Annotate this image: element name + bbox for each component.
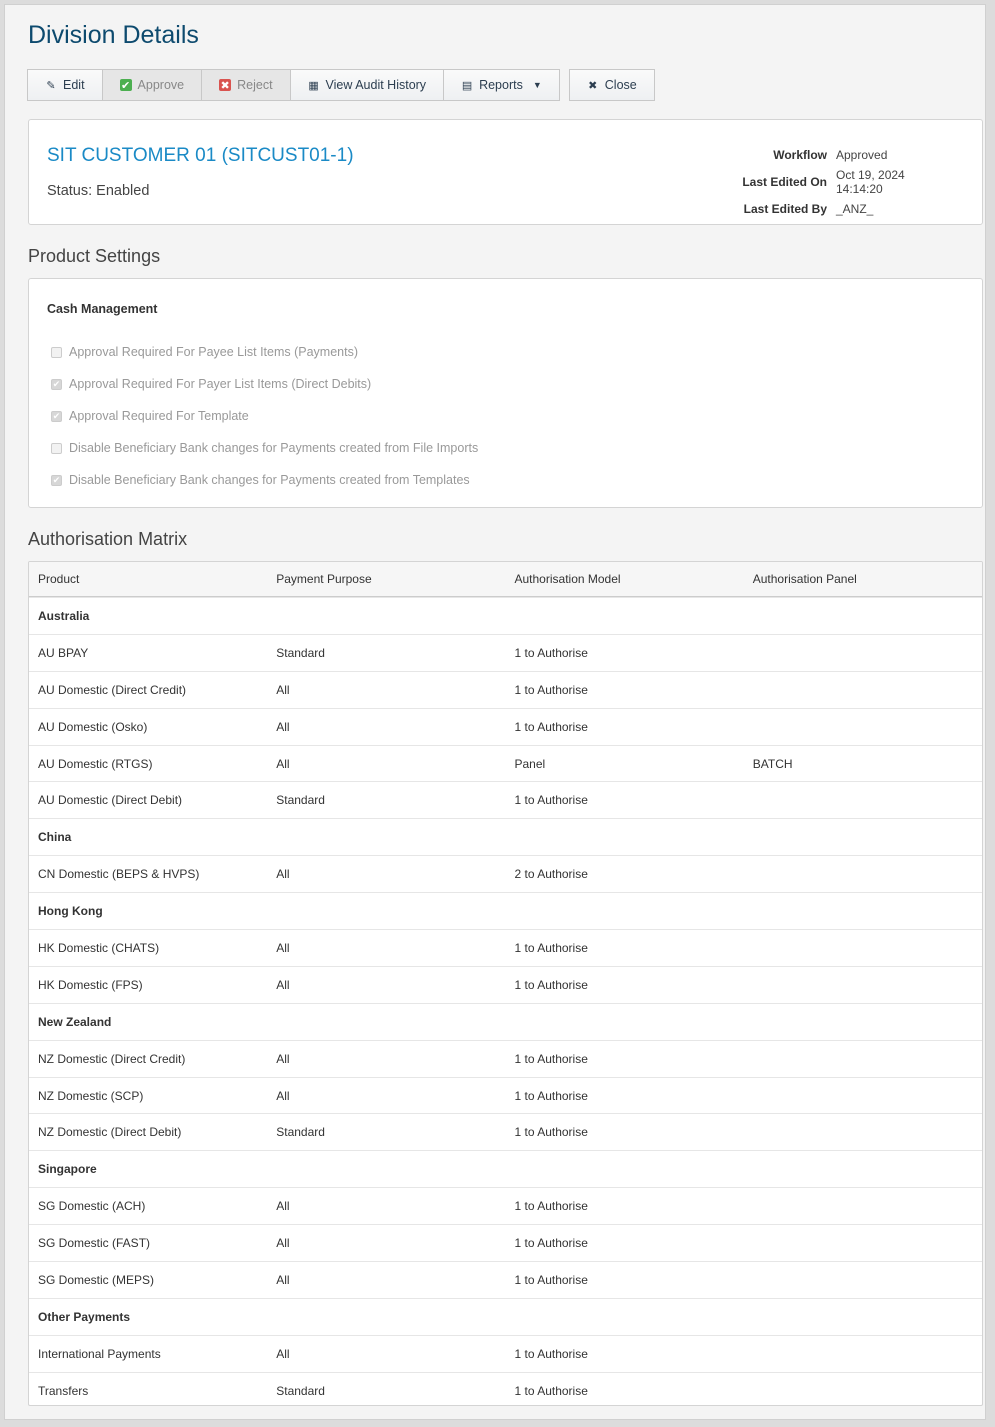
reject-button[interactable] bbox=[201, 69, 290, 101]
approve-button[interactable] bbox=[102, 69, 203, 101]
table-cell: All bbox=[276, 1272, 290, 1287]
column-header: Authorisation Model bbox=[514, 572, 621, 586]
table-cell: Standard bbox=[276, 1383, 325, 1398]
meta-value: Approved bbox=[836, 147, 888, 162]
table-cell: All bbox=[276, 1236, 290, 1251]
table-cell: 1 to Authorise bbox=[514, 977, 588, 992]
approve-label: Approve bbox=[137, 78, 185, 92]
customer-status: Status: Enabled bbox=[47, 183, 150, 199]
caret-down-icon: ▼ bbox=[532, 80, 542, 90]
table-cell: Transfers bbox=[38, 1383, 89, 1398]
table-cell: International Payments bbox=[38, 1346, 161, 1361]
page bbox=[4, 4, 986, 1420]
column-header: Authorisation Panel bbox=[752, 572, 857, 586]
table-cell: NZ Domestic (Direct Credit) bbox=[38, 1051, 186, 1066]
x-box-icon: ✖ bbox=[220, 79, 230, 92]
customer-meta bbox=[717, 141, 948, 222]
table-cell: All bbox=[276, 977, 290, 992]
table-cell: Panel bbox=[514, 756, 546, 771]
table-cell: All bbox=[276, 1088, 290, 1103]
table-cell: 1 to Authorise bbox=[514, 1272, 588, 1287]
table-cell: AU Domestic (Direct Debit) bbox=[38, 793, 183, 808]
group-label: Singapore bbox=[38, 1162, 97, 1177]
table-cell: Standard bbox=[276, 1125, 325, 1140]
table-row bbox=[29, 1040, 982, 1077]
checkbox-icon[interactable] bbox=[51, 347, 62, 358]
group-label: Australia bbox=[38, 608, 90, 623]
option-label: Approval Required For Payee List Items (Payments) bbox=[69, 345, 359, 359]
close-label: Close bbox=[604, 78, 637, 92]
meta-label: Last Edited By bbox=[743, 201, 827, 216]
edit-label: Edit bbox=[63, 78, 85, 92]
table-row bbox=[29, 1261, 982, 1298]
table-row bbox=[29, 966, 982, 1003]
table-cell: NZ Domestic (Direct Debit) bbox=[38, 1125, 182, 1140]
table-cell: BATCH bbox=[752, 756, 793, 771]
check-icon: ✔ bbox=[120, 79, 131, 92]
table-cell: SG Domestic (MEPS) bbox=[38, 1272, 155, 1287]
table-row bbox=[29, 1077, 982, 1114]
checkbox-icon[interactable] bbox=[51, 443, 62, 454]
group-row bbox=[29, 818, 982, 855]
table-header bbox=[29, 562, 982, 597]
close-button[interactable] bbox=[569, 69, 655, 101]
table-cell: 2 to Authorise bbox=[514, 867, 588, 882]
table-cell: HK Domestic (FPS) bbox=[38, 977, 143, 992]
table-cell: 1 to Authorise bbox=[514, 645, 588, 660]
table-cell: All bbox=[276, 867, 290, 882]
meta-value: _ANZ_ bbox=[836, 201, 874, 216]
meta-value: Oct 19, 2024 14:14:20 bbox=[836, 167, 905, 196]
table-cell: SG Domestic (FAST) bbox=[38, 1236, 151, 1251]
customer-name: SIT CUSTOMER 01 (SITCUST01-1) bbox=[47, 145, 354, 166]
page-title: Division Details bbox=[28, 21, 199, 49]
table-cell: All bbox=[276, 1051, 290, 1066]
reports-label: Reports bbox=[479, 78, 523, 92]
table-cell: Standard bbox=[276, 793, 325, 808]
table-row bbox=[29, 1372, 982, 1406]
table-cell: 1 to Authorise bbox=[514, 1346, 588, 1361]
calendar-icon: ▦ bbox=[308, 79, 319, 92]
option-label: Disable Beneficiary Bank changes for Payments created from File Imports bbox=[69, 441, 479, 455]
checkbox-icon[interactable]: ✔ bbox=[52, 410, 61, 421]
group-row bbox=[29, 1298, 982, 1335]
table-row bbox=[29, 1113, 982, 1150]
table-cell: 1 to Authorise bbox=[514, 793, 588, 808]
table-row bbox=[29, 855, 982, 892]
table-cell: 1 to Authorise bbox=[514, 940, 588, 955]
option-checkbox[interactable] bbox=[51, 441, 478, 455]
column-header: Product bbox=[38, 572, 80, 586]
audit-label: View Audit History bbox=[325, 78, 427, 92]
checkbox-icon[interactable]: ✔ bbox=[52, 474, 61, 485]
group-row bbox=[29, 892, 982, 929]
table-cell: All bbox=[276, 1346, 290, 1361]
group-label: China bbox=[38, 830, 72, 845]
edit-icon: ✎ bbox=[46, 79, 56, 92]
table-cell: All bbox=[276, 940, 290, 955]
group-row bbox=[29, 597, 982, 634]
option-label: Approval Required For Template bbox=[69, 409, 249, 423]
reject-label: Reject bbox=[237, 78, 273, 92]
table-cell: 1 to Authorise bbox=[514, 719, 588, 734]
close-icon: ✖ bbox=[588, 79, 598, 92]
table-cell: NZ Domestic (SCP) bbox=[38, 1088, 144, 1103]
table-row bbox=[29, 1335, 982, 1372]
table-cell: 1 to Authorise bbox=[514, 1236, 588, 1251]
table-cell: All bbox=[276, 682, 290, 697]
table-cell: 1 to Authorise bbox=[514, 1199, 588, 1214]
customer-card bbox=[28, 119, 983, 225]
table-cell: AU Domestic (RTGS) bbox=[38, 756, 153, 771]
option-checkbox[interactable] bbox=[51, 473, 470, 487]
option-checkbox[interactable] bbox=[51, 409, 249, 423]
section-title: Cash Management bbox=[47, 302, 158, 316]
table-cell: 1 to Authorise bbox=[514, 1383, 588, 1398]
table-row bbox=[29, 1224, 982, 1261]
table-cell: AU Domestic (Direct Credit) bbox=[38, 682, 187, 697]
option-label: Approval Required For Payer List Items (Direct Debits) bbox=[69, 377, 372, 391]
table-row bbox=[29, 1187, 982, 1224]
table-cell: 1 to Authorise bbox=[514, 1125, 588, 1140]
table-cell: HK Domestic (CHATS) bbox=[38, 940, 160, 955]
checkbox-icon[interactable]: ✔ bbox=[52, 378, 61, 389]
reports-button[interactable] bbox=[443, 69, 560, 101]
table-cell: All bbox=[276, 756, 290, 771]
product-settings-heading: Product Settings bbox=[28, 246, 161, 266]
group-label: Hong Kong bbox=[38, 904, 103, 919]
column-header: Payment Purpose bbox=[276, 572, 372, 586]
table-cell: 1 to Authorise bbox=[514, 1088, 588, 1103]
group-label: New Zealand bbox=[38, 1014, 112, 1029]
authorisation-matrix-table bbox=[28, 561, 983, 1406]
table-cell: All bbox=[276, 1199, 290, 1214]
table-row bbox=[29, 708, 982, 745]
document-icon: ▤ bbox=[461, 79, 473, 92]
table-row bbox=[29, 929, 982, 966]
group-row bbox=[29, 1003, 982, 1040]
table-row bbox=[29, 745, 982, 782]
toolbar bbox=[28, 69, 655, 101]
meta-label: Last Edited On bbox=[742, 174, 827, 189]
option-label: Disable Beneficiary Bank changes for Payments created from Templates bbox=[69, 473, 470, 487]
edit-button[interactable] bbox=[27, 69, 103, 101]
meta-label: Workflow bbox=[773, 147, 827, 162]
group-label: Other Payments bbox=[38, 1309, 131, 1324]
table-cell: All bbox=[276, 719, 290, 734]
table-row bbox=[29, 781, 982, 818]
option-checkbox[interactable] bbox=[51, 377, 371, 391]
option-checkbox[interactable] bbox=[51, 345, 358, 359]
group-row bbox=[29, 1150, 982, 1187]
table-cell: AU BPAY bbox=[38, 645, 89, 660]
table-row bbox=[29, 634, 982, 671]
table-cell: CN Domestic (BEPS & HVPS) bbox=[38, 867, 200, 882]
table-cell: Standard bbox=[276, 645, 325, 660]
product-settings-card bbox=[28, 278, 983, 508]
table-row bbox=[29, 671, 982, 708]
table-cell: SG Domestic (ACH) bbox=[38, 1199, 146, 1214]
view-audit-history-button[interactable] bbox=[290, 69, 445, 101]
table-cell: AU Domestic (Osko) bbox=[38, 719, 148, 734]
authorisation-matrix-heading: Authorisation Matrix bbox=[28, 529, 188, 549]
table-cell: 1 to Authorise bbox=[514, 1051, 588, 1066]
table-cell: 1 to Authorise bbox=[514, 682, 588, 697]
